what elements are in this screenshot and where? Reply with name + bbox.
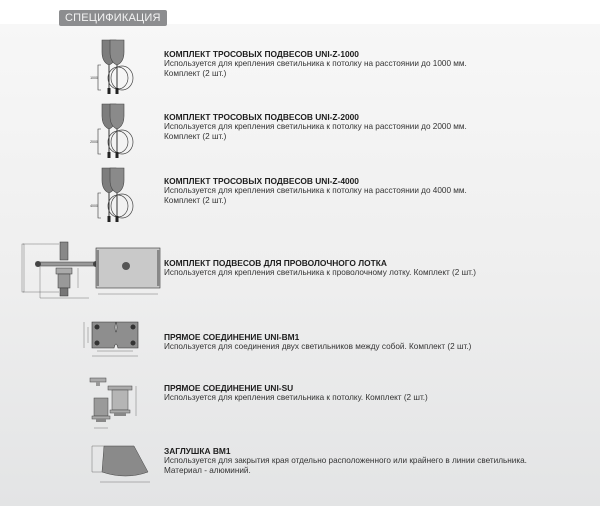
dimension-label: 1000 [90, 76, 98, 80]
cable-hanger-icon [88, 102, 148, 160]
connector-plate-icon [80, 318, 150, 360]
item-title: КОМПЛЕКТ ТРОСОВЫХ ПОДВЕСОВ UNI-Z-1000 [164, 49, 359, 59]
spec-item [164, 383, 428, 403]
item-description: Материал - алюминий. [164, 466, 251, 475]
spec-item [164, 112, 467, 142]
end-cap-icon [86, 442, 156, 486]
item-title: КОМПЛЕКТ ТРОСОВЫХ ПОДВЕСОВ UNI-Z-2000 [164, 112, 359, 122]
spec-item [164, 49, 467, 79]
item-title: ЗАГЛУШКА BM1 [164, 446, 231, 456]
item-description: Используется для крепления светильника к потолку на расстоянии до 2000 мм. [164, 122, 467, 131]
item-description: Комплект (2 шт.) [164, 132, 227, 141]
item-description: Используется для крепления светильника к потолку. Комплект (2 шт.) [164, 393, 428, 402]
ceiling-mount-icon [88, 376, 148, 432]
wire-tray-hanger-icon [14, 236, 164, 304]
item-description: Используется для крепления светильника к проволочному лотку. Комплект (2 шт.) [164, 268, 477, 277]
item-description: Используется для крепления светильника к потолку на расстоянии до 4000 мм. [164, 186, 467, 195]
item-title: ПРЯМОЕ СОЕДИНЕНИЕ UNI-BM1 [164, 332, 300, 342]
dimension-label: 2000 [90, 140, 98, 144]
section-header: СПЕЦИФИКАЦИЯ [59, 10, 167, 26]
item-description: Комплект (2 шт.) [164, 196, 227, 205]
cable-hanger-icon [88, 38, 148, 96]
item-title: ПРЯМОЕ СОЕДИНЕНИЕ UNI-SU [164, 383, 294, 393]
spec-item [164, 258, 476, 278]
item-description: Комплект (2 шт.) [164, 69, 227, 78]
item-description: Используется для соединения двух светильников между собой. Комплект (2 шт.) [164, 342, 472, 351]
item-title: КОМПЛЕКТ ТРОСОВЫХ ПОДВЕСОВ UNI-Z-4000 [164, 176, 359, 186]
spec-item [164, 332, 471, 352]
spec-item [164, 446, 527, 476]
cable-hanger-icon [88, 166, 148, 224]
spec-item [164, 176, 467, 206]
item-title: КОМПЛЕКТ ПОДВЕСОВ ДЛЯ ПРОВОЛОЧНОГО ЛОТКА [164, 258, 387, 268]
item-description: Используется для закрытия края отдельно расположенного или крайнего в линии светильника. [164, 456, 527, 465]
item-description: Используется для крепления светильника к потолку на расстоянии до 1000 мм. [164, 59, 467, 68]
dimension-label: 4000 [90, 204, 98, 208]
